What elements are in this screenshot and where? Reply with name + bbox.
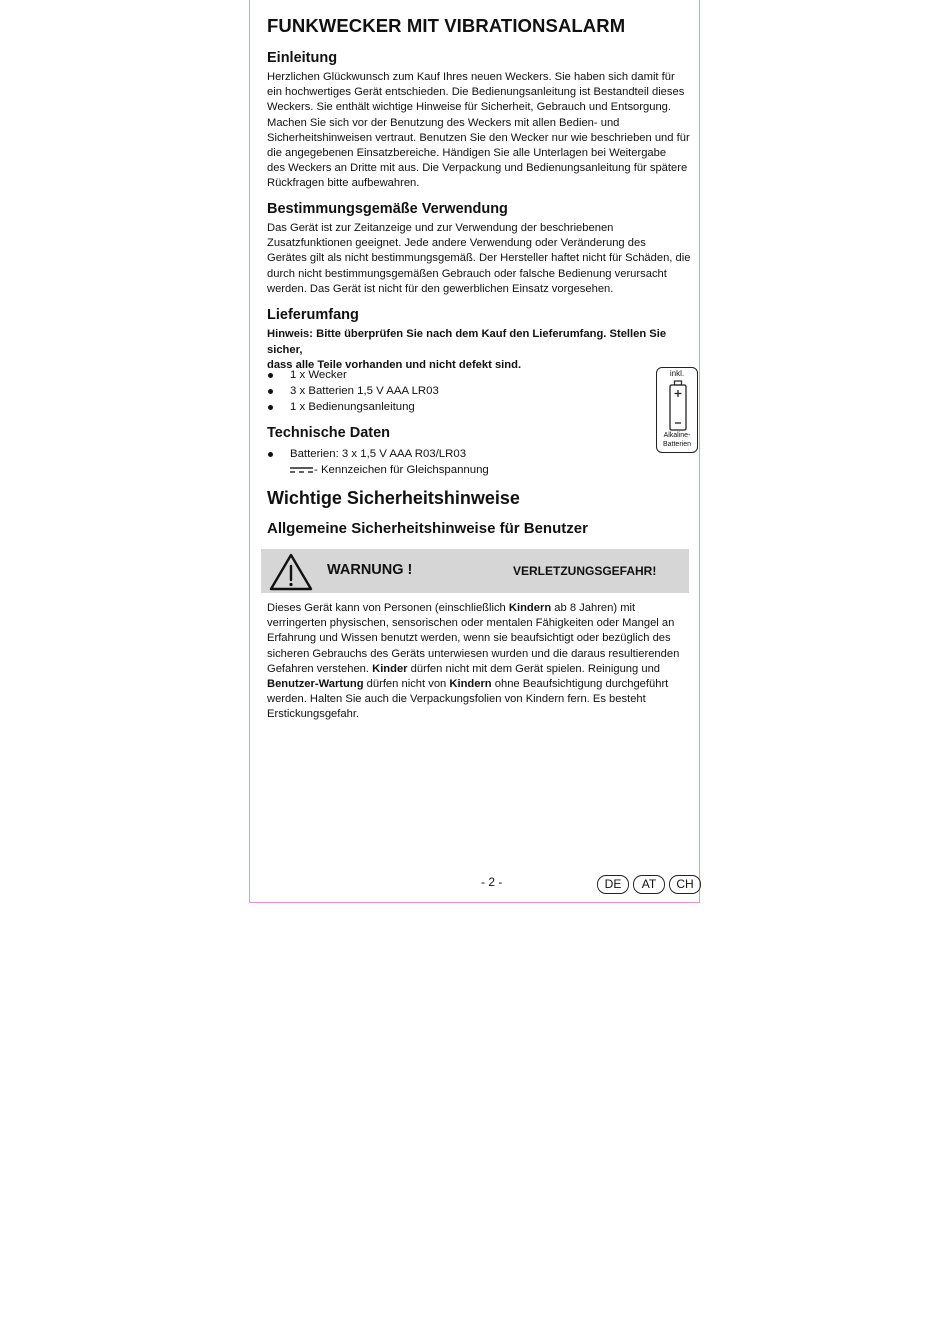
dc-voltage-icon [290,466,313,474]
warning-danger-label: VERLETZUNGSGEFAHR! [513,564,657,578]
tech-list [267,446,466,462]
list-item: 1 x Wecker [267,367,439,383]
battery-included-icon [656,367,698,453]
safety-paragraph: Dieses Gerät kann von Personen (einschließlich Kindern ab 8 Jahren) mit verringerten physischen, sensorischen oder mentalen Fähigkeiten oder Mangel an Erfahrung und Wissen benutzt werden, wenn sie beaufsichtigt oder bezüglich des sicheren Gebrauchs des Geräts unterwiesen wurden und die daraus resultierenden Gefahren verstehen. Kinder dürfen nicht mit dem Gerät spielen. Reinigung und Benutzer-Wartung dürfen nicht von Kindern ohne Beaufsichtigung durchgeführt werden. Halten Sie auch die Verpackungsfolien von Kindern fern. Es besteht Erstickungsgefahr. [267,602,680,721]
delivery-heading: Lieferumfang [267,307,359,323]
intended-use-heading: Bestimmungsgemäße Verwendung [267,201,508,217]
battery-icon [668,380,688,432]
battery-icon-bottom-label: Alkaline- Batterien [662,432,692,448]
warning-triangle-icon [268,552,314,592]
dc-symbol-line: - Kennzeichen für Gleichspannung [267,462,692,478]
page-content [267,0,694,891]
intro-heading: Einleitung [267,50,338,66]
safety-heading: Wichtige Sicherheitshinweise [267,488,520,508]
country-badge-ch: CH [669,875,701,894]
manual-page [249,0,700,903]
intro-paragraph: Herzlichen Glückwunsch zum Kauf Ihres neuen Weckers. Sie haben sich damit für ein hochwertiges Gerät entschieden. Die Bedienungsanleitung ist Bestandteil dieses Weckers. Sie enthält wichtige Hinweise für Sicherheit, Gebrauch und Entsorgung. Machen Sie sich vor der Benutzung des Weckers mit allen Bedien- und Sicherheitshinweisen vertraut. Benutzen Sie den Wecker nur wie beschrieben und für die angegebenen Einsatzbereiche. Händigen Sie alle Unterlagen bei Weitergabe des Weckers an Dritte mit aus. Die Verpackung und Bedienungsanleitung für spätere Rückfragen bitte aufbewahren. [267,71,690,190]
battery-icon-top-label: inkl. [669,369,685,378]
list-item: 1 x Bedienungsanleitung [267,399,439,415]
document-title: FUNKWECKER MIT VIBRATIONSALARM [267,15,626,36]
country-badge-de: DE [597,875,629,894]
tech-heading: Technische Daten [267,425,391,441]
warning-bar [261,549,689,593]
country-badges [597,875,701,895]
delivery-note: Hinweis: Bitte überprüfen Sie nach dem Kauf den Lieferumfang. Stellen Sie sicher, dass alle Teile vorhanden und nicht defekt sind. [267,328,667,372]
list-item: 3 x Batterien 1,5 V AAA LR03 [267,383,439,399]
delivery-list [267,367,439,415]
country-badge-at: AT [633,875,665,894]
page-number: - 2 - [481,875,503,889]
warning-label: WARNUNG ! [327,562,413,578]
safety-subheading: Allgemeine Sicherheitshinweise für Benutzer [267,520,588,537]
list-item: Batterien: 3 x 1,5 V AAA R03/LR03 [267,446,466,462]
intended-use-paragraph: Das Gerät ist zur Zeitanzeige und zur Verwendung der beschriebenen Zusatzfunktionen geeignet. Jede andere Verwendung oder Veränderung des Gerätes gilt als nicht bestimmungsgemäß. Der Hersteller haftet nicht für Schäden, die durch nicht bestimmungsgemäßen Gebrauch oder falsche Bedienung verursacht werden. Das Gerät ist nicht für den gewerblichen Einsatz vorgesehen. [267,222,691,295]
